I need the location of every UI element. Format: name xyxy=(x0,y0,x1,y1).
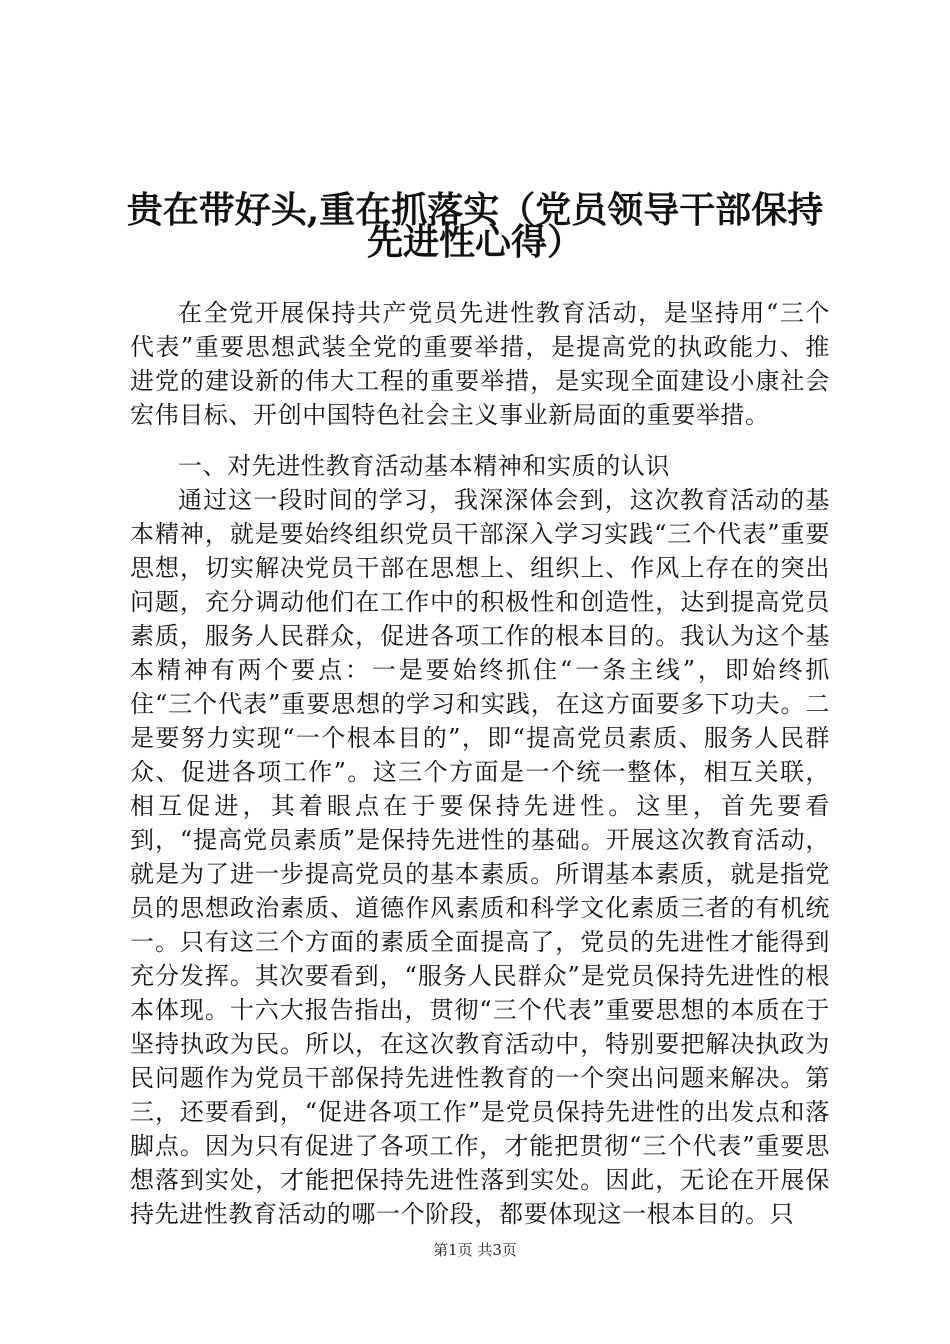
section-1 xyxy=(130,449,830,1231)
intro-paragraph: 在全党开展保持共产党员先进性教育活动，是坚持用“三个代表”重要思想武装全党的重要举措，是提高党的执政能力、推进党的建设新的伟大工程的重要举措，是实现全面建设小康社会宏伟目标、开创中国特色社会主义事业新局面的重要举措。 xyxy=(130,299,830,429)
document-title-line-2: 先进性心得） xyxy=(366,221,583,263)
section-heading: 一、对先进性教育活动基本精神和实质的认识 xyxy=(178,452,670,480)
page-footer: 第1页 共3页 xyxy=(433,1241,517,1259)
section-paragraph: 通过这一段时间的学习，我深深体会到，这次教育活动的基本精神，就是要始终组织党员干部深入学习实践“三个代表”重要思想，切实解决党员干部在思想上、组织上、作风上存在的突出问题，充分调动他们在工作中的积极性和创造性，达到提高党员素质，服务人民群众，促进各项工作的根本目的。我认为这个基本精神有两个要点：一是要始终抓住“一条主线”，即始终抓住“三个代表”重要思想的学习和实践，在这方面要多下功夫。二是要努力实现“一个根本目的”，即“提高党员素质、服务人民群众、促进各项工作”。这三个方面是一个统一整体，相互关联，相互促进，其着眼点在于要保持先进性。这里，首先要看到，“提高党员素质”是保持先进性的基础。开展这次教育活动，就是为了进一步提高党员的基本素质。所谓基本素质，就是指党员的思想政治素质、道德作风素质和科学文化素质三者的有机统一。只有这三个方面的素质全面提高了，党员的先进性才能得到充分发挥。其次要看到，“服务人民群众”是党员保持先进性的根本体现。十六大报告指出，贯彻“三个代表”重要思想的本质在于坚持执政为民。所以，在这次教育活动中，特别要把解决执政为民问题作为党员干部保持先进性教育的一个突出问题来解决。第三，还要看到，“促进各项工作”是党员保持先进性的出发点和落脚点。因为只有促进了各项工作，才能把贯彻“三个代表”重要思想落到实处，才能把保持先进性落到实处。因此，无论在开展保持先进性教育活动的哪一个阶段，都要体现这一根本目的。只 xyxy=(130,486,830,1228)
document-title-line-1: 贵在带好头,重在抓落实（党员领导干部保持 xyxy=(126,189,824,231)
intro-section xyxy=(130,296,830,432)
